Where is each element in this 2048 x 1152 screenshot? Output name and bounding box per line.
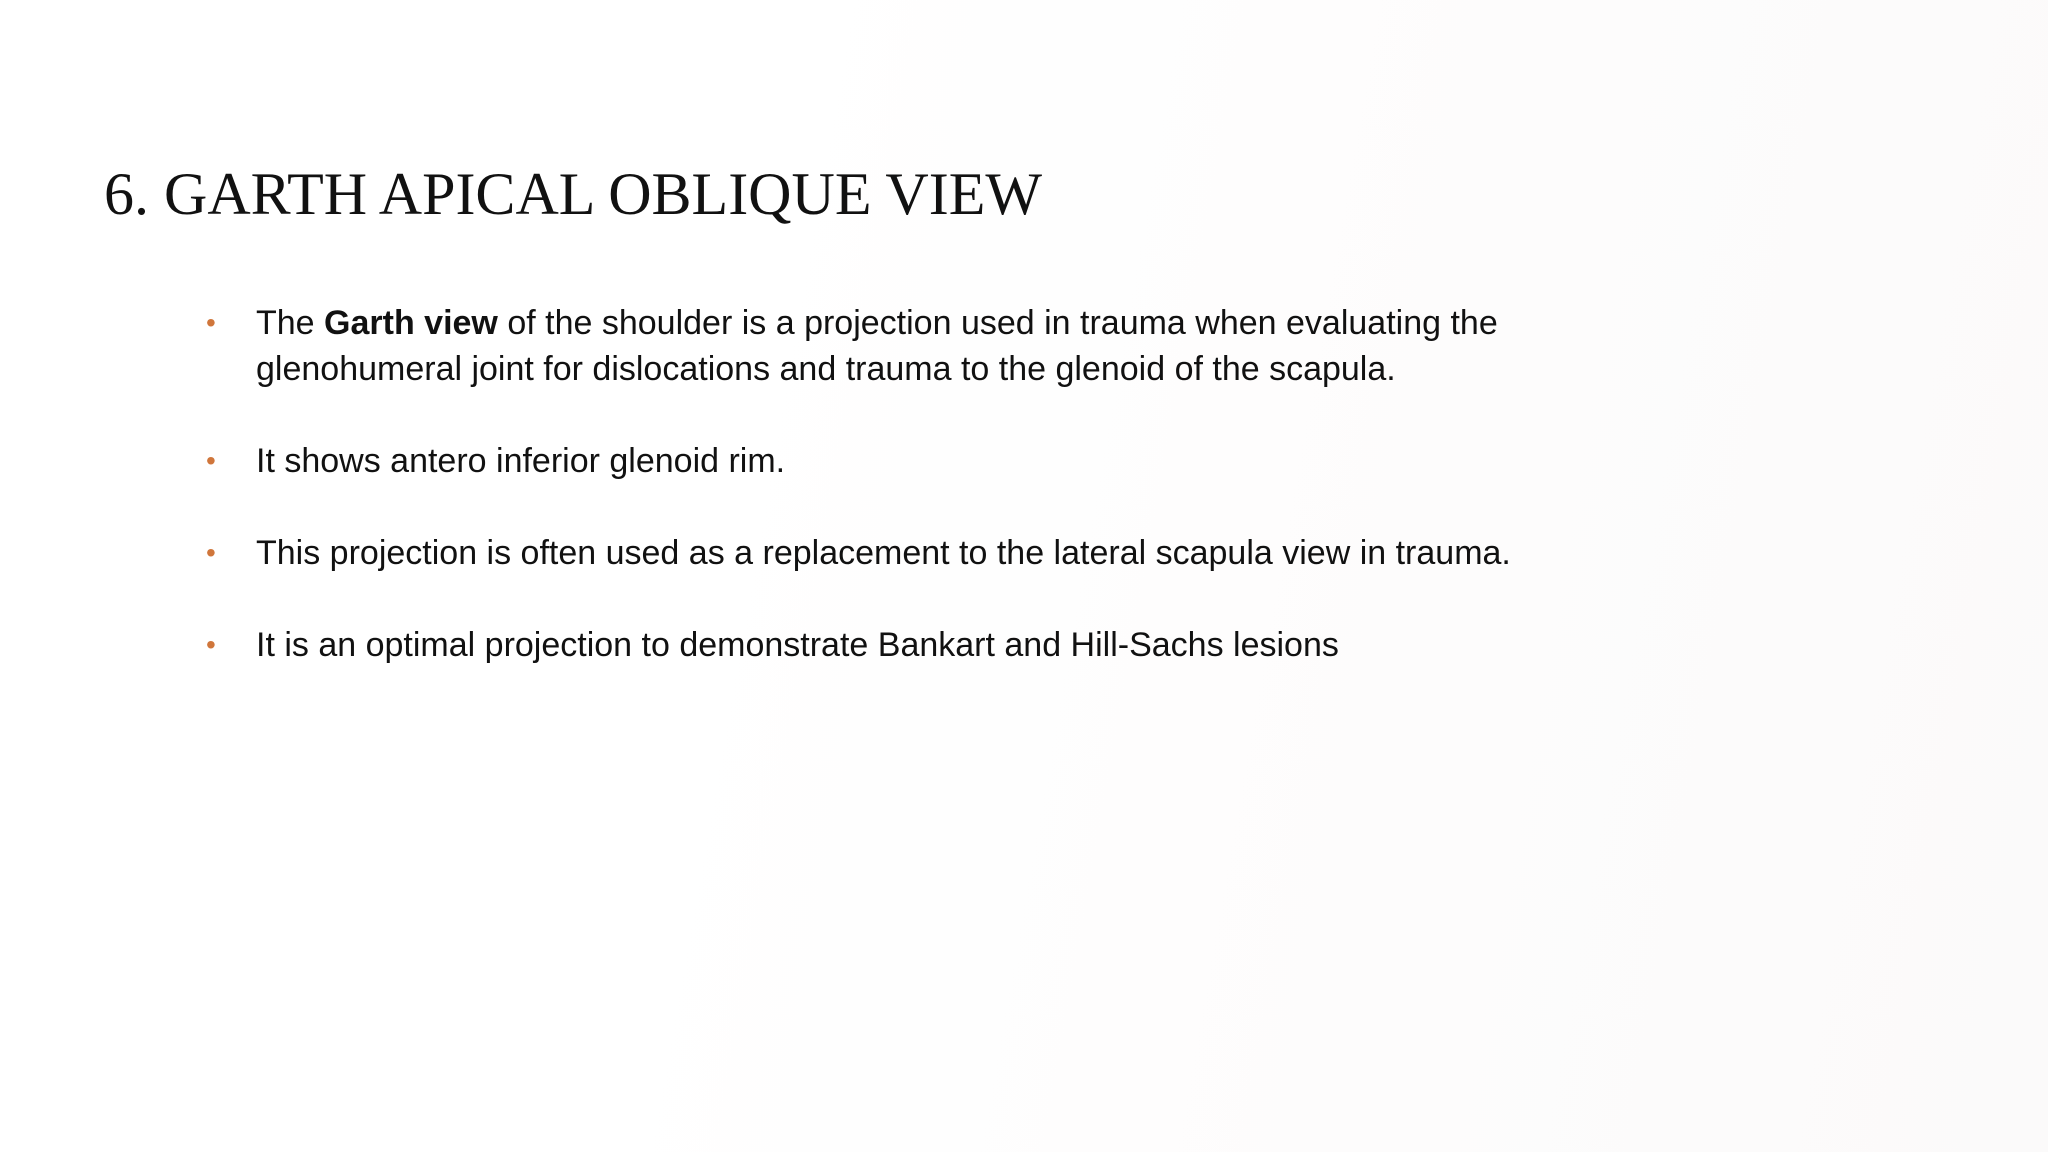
bullet-list (204, 300, 1604, 668)
bullet-text: It shows antero inferior glenoid rim. (256, 442, 786, 480)
bullet-item-lesions (204, 622, 1604, 668)
bullet-dot-icon: • (206, 537, 216, 568)
bullet-bold-text: Garth view (324, 304, 498, 342)
bullet-text (256, 304, 1498, 388)
bullet-dot-icon: • (206, 307, 216, 338)
bullet-rest-text: of the shoulder is a projection used in trauma when evaluating the glenohumeral joint for dislocations and trauma to the glenoid of the scapula. (256, 304, 1498, 388)
bullet-text: This projection is often used as a replacement to the lateral scapula view in trauma. (256, 534, 1511, 572)
bullet-item-garth-view (204, 300, 1604, 392)
bullet-item-replacement (204, 530, 1604, 576)
bullet-text: It is an optimal projection to demonstrate Bankart and Hill-Sachs lesions (256, 626, 1339, 664)
slide-title: 6. GARTH APICAL OBLIQUE VIEW (104, 161, 1042, 227)
bullet-dot-icon: • (206, 445, 216, 476)
bullet-dot-icon: • (206, 629, 216, 660)
bullet-item-glenoid-rim (204, 438, 1604, 484)
bullet-lead-text: The (256, 304, 325, 342)
